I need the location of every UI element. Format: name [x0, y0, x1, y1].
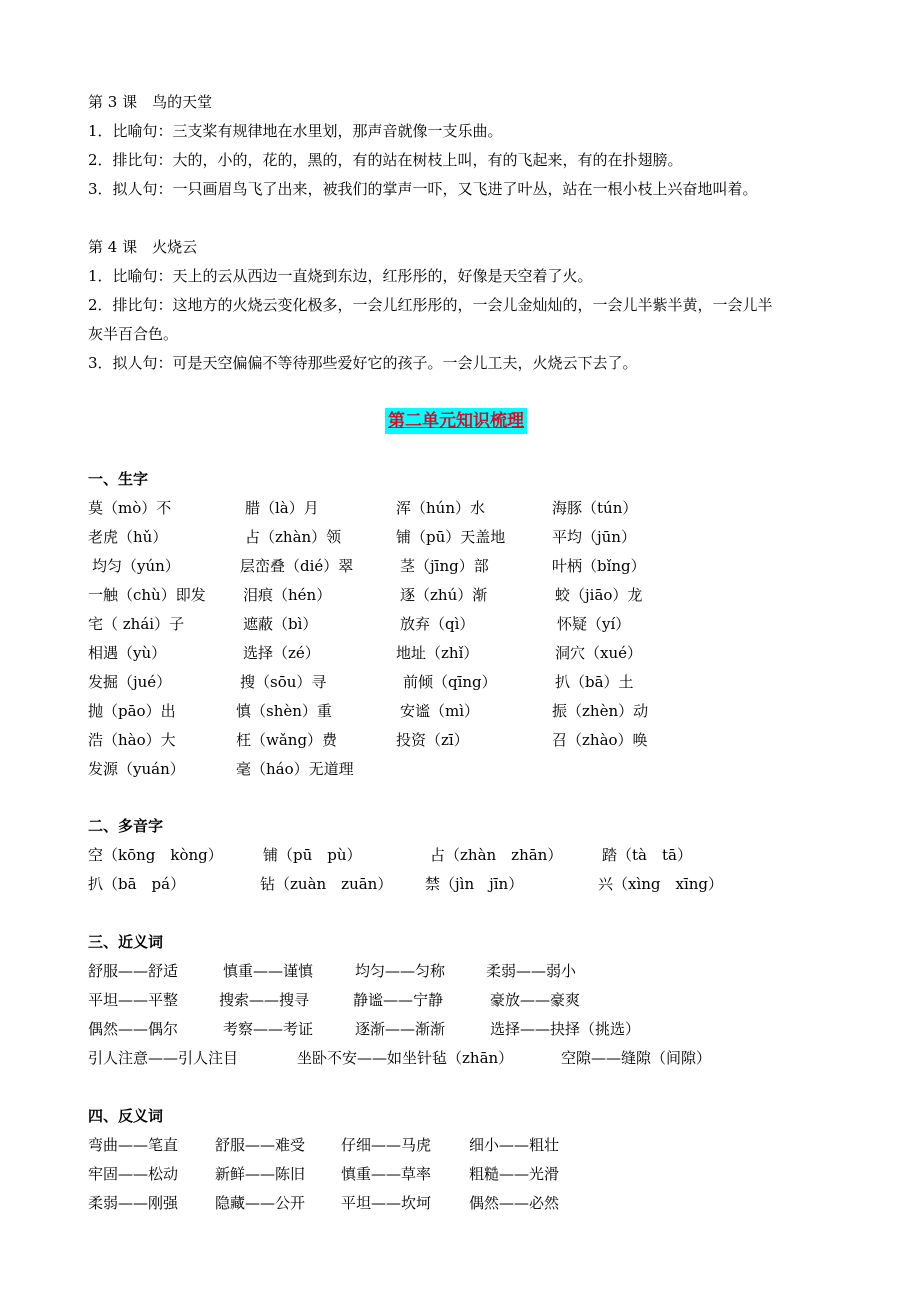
synonym-item: 平坦——平整: [88, 991, 179, 1009]
char-item: 叶柄（bǐng）: [552, 557, 646, 575]
synonym-item: 柔弱——弱小: [486, 962, 577, 980]
char-item: 浩（hào）大: [88, 731, 176, 749]
synonym-item: 空隙——缝隙（间隙）: [561, 1049, 712, 1067]
synonym-item: 逐渐——渐渐: [355, 1020, 446, 1038]
lesson4-line-3: 3．拟人句：可是天空偏偏不等待那些爱好它的孩子。一会儿工夫，火烧云下去了。: [88, 354, 638, 372]
char-item: 泪痕（hén）: [243, 586, 332, 604]
char-item: 洞穴（xué）: [555, 644, 642, 662]
synonym-item: 舒服——舒适: [88, 962, 179, 980]
polyphone-item: 空（kōng kòng）: [88, 846, 223, 864]
synonym-item: 考察——考证: [223, 1020, 314, 1038]
antonym-item: 细小——粗壮: [469, 1136, 560, 1154]
char-item: 振（zhèn）动: [552, 702, 649, 720]
char-item: 占（zhàn）领: [245, 528, 342, 546]
antonym-item: 牢固——松动: [88, 1165, 179, 1183]
polyphone-item: 铺（pū pù）: [263, 846, 362, 864]
lesson3-heading: 第 3 课 鸟的天堂: [88, 93, 213, 111]
polyphone-item: 钻（zuàn zuān）: [260, 875, 393, 893]
antonym-item: 柔弱——刚强: [88, 1194, 179, 1212]
synonym-item: 偶然——偶尔: [88, 1020, 179, 1038]
char-item: 召（zhào）唤: [552, 731, 648, 749]
section3-heading: 三、近义词: [88, 933, 164, 951]
antonym-item: 慎重——草率: [341, 1165, 432, 1183]
antonym-item: 平坦——坎坷: [341, 1194, 432, 1212]
char-item: 地址（zhǐ）: [396, 644, 479, 662]
char-item: 投资（zī）: [396, 731, 469, 749]
synonym-item: 选择——抉择（挑选）: [490, 1020, 641, 1038]
synonym-item: 搜索——搜寻: [219, 991, 310, 1009]
char-item: 前倾（qīng）: [403, 673, 497, 691]
lesson3-line-3: 3．拟人句：一只画眉鸟飞了出来，被我们的掌声一吓，又飞进了叶丛，站在一根小枝上兴奋地叫着。: [88, 180, 758, 198]
lesson4-heading: 第 4 课 火烧云: [88, 238, 198, 256]
char-item: 扒（bā）土: [555, 673, 634, 691]
polyphone-item: 踏（tà tā）: [602, 846, 692, 864]
synonym-item: 坐卧不安——如坐针毡（zhān）: [297, 1049, 514, 1067]
section1-heading: 一、生字: [88, 470, 149, 488]
char-item: 老虎（hǔ）: [88, 528, 168, 546]
lesson4-line-1: 1．比喻句：天上的云从西边一直烧到东边，红彤彤的，好像是天空着了火。: [88, 267, 593, 285]
char-item: 莫（mò）不: [88, 499, 172, 517]
char-item: 抛（pāo）出: [88, 702, 176, 720]
char-item: 逐（zhú）渐: [400, 586, 488, 604]
char-item: 一触（chù）即发: [88, 586, 206, 604]
char-item: 宅（ zhái）子: [88, 615, 185, 633]
synonym-item: 慎重——谨慎: [223, 962, 314, 980]
synonym-item: 静谧——宁静: [353, 991, 444, 1009]
char-item: 腊（là）月: [245, 499, 319, 517]
antonym-item: 仔细——马虎: [341, 1136, 432, 1154]
char-item: 选择（zé）: [243, 644, 320, 662]
lesson4-line-2-cont: 灰半百合色。: [88, 325, 179, 343]
char-item: 枉（wǎng）费: [236, 731, 338, 749]
char-item: 放弃（qì）: [400, 615, 475, 633]
polyphone-item: 禁（jìn jīn）: [425, 875, 524, 893]
char-item: 蛟（jiāo）龙: [555, 586, 643, 604]
lesson3-line-1: 1．比喻句：三支桨有规律地在水里划，那声音就像一支乐曲。: [88, 122, 503, 140]
char-item: 安谧（mì）: [400, 702, 480, 720]
lesson4-line-2: 2．排比句：这地方的火烧云变化极多，一会儿红彤彤的，一会儿金灿灿的，一会儿半紫半黄，一会儿半: [88, 296, 773, 314]
char-item: 怀疑（yí）: [557, 615, 631, 633]
char-item: 平均（jūn）: [552, 528, 636, 546]
polyphone-item: 扒（bā pá）: [88, 875, 186, 893]
antonym-item: 舒服——难受: [215, 1136, 306, 1154]
synonym-item: 引人注意——引人注目: [88, 1049, 239, 1067]
polyphone-item: 占（zhàn zhān）: [430, 846, 563, 864]
section4-heading: 四、反义词: [88, 1107, 164, 1125]
antonym-item: 偶然——必然: [469, 1194, 560, 1212]
antonym-item: 弯曲——笔直: [88, 1136, 179, 1154]
lesson3-line-2: 2．排比句：大的，小的，花的，黑的，有的站在树枝上叫，有的飞起来，有的在扑翅膀。: [88, 151, 683, 169]
char-item: 毫（háo）无道理: [236, 760, 354, 778]
char-item: 发掘（jué）: [88, 673, 172, 691]
char-item: 茎（jīng）部: [400, 557, 489, 575]
char-item: 均匀（yún）: [92, 557, 180, 575]
char-item: 海豚（tún）: [552, 499, 638, 517]
antonym-item: 新鲜——陈旧: [215, 1165, 306, 1183]
char-item: 铺（pū）天盖地: [396, 528, 506, 546]
char-item: 慎（shèn）重: [236, 702, 332, 720]
char-item: 相遇（yù）: [88, 644, 167, 662]
synonym-item: 均匀——匀称: [355, 962, 446, 980]
unit-title: 第二单元知识梳理: [385, 408, 527, 434]
antonym-item: 隐藏——公开: [215, 1194, 306, 1212]
char-item: 遮蔽（bì）: [243, 615, 318, 633]
synonym-item: 豪放——豪爽: [490, 991, 581, 1009]
antonym-item: 粗糙——光滑: [469, 1165, 560, 1183]
char-item: 层峦叠（dié）翠: [240, 557, 354, 575]
char-item: 浑（hún）水: [396, 499, 485, 517]
polyphone-item: 兴（xìng xīng）: [598, 875, 724, 893]
section2-heading: 二、多音字: [88, 817, 164, 835]
char-item: 发源（yuán）: [88, 760, 185, 778]
char-item: 搜（sōu）寻: [240, 673, 327, 691]
